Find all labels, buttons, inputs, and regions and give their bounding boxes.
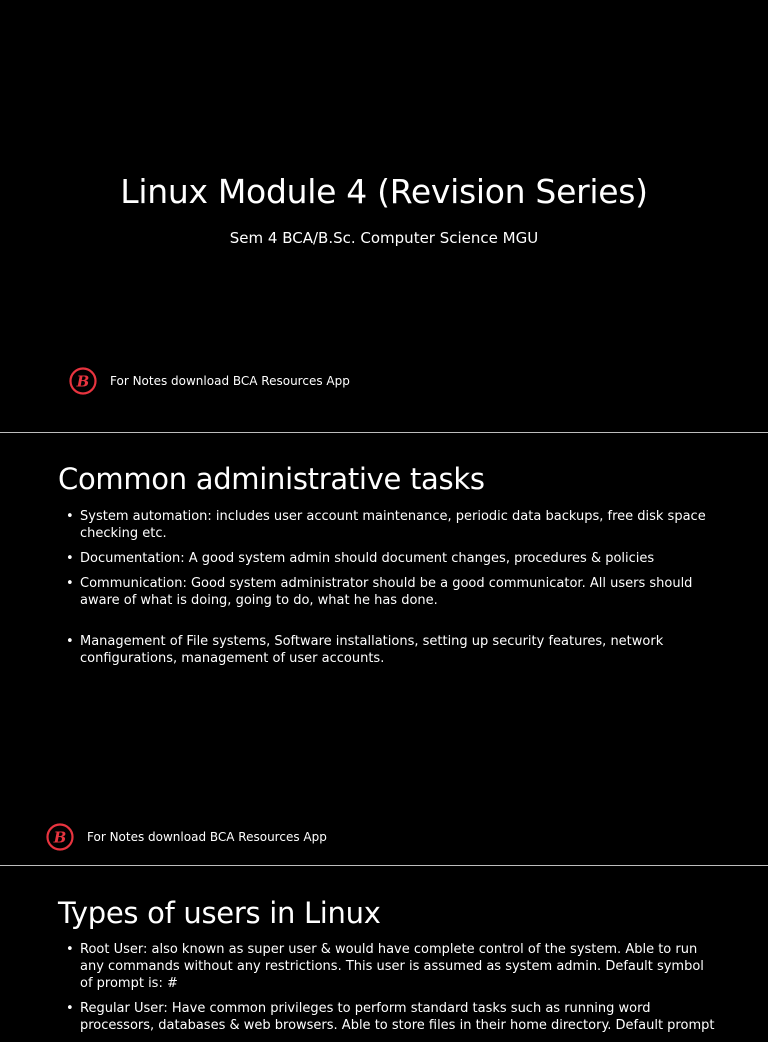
svg-text:B: B [53, 828, 67, 847]
bca-logo-icon [68, 366, 98, 396]
list-item: • Root User: also known as super user & would have complete control of the system. Able to run any commands without any restrictions. This user is assumed as system admin. Default symbol of prompt is: # [66, 941, 716, 992]
presentation-title: Linux Module 4 (Revision Series) [120, 172, 648, 211]
slide-2-admin-tasks [0, 433, 768, 865]
bullet-list [66, 941, 716, 1042]
bullet-list [66, 508, 716, 675]
svg-text:B: B [76, 372, 90, 391]
bca-logo-icon [45, 822, 75, 852]
slide-footer [45, 822, 327, 852]
footer-text: For Notes download BCA Resources App [110, 374, 350, 388]
slide-heading: Types of users in Linux [58, 896, 381, 930]
footer-text: For Notes download BCA Resources App [87, 830, 327, 844]
presentation-subtitle: Sem 4 BCA/B.Sc. Computer Science MGU [229, 229, 539, 247]
slide-footer [68, 366, 350, 396]
list-item: • System automation: includes user account maintenance, periodic data backups, free disk space checking etc. [66, 508, 716, 542]
list-item: • Communication: Good system administrator should be a good communicator. All users should aware of what is doing, going to do, what he has done. [66, 575, 716, 609]
slide-3-user-types [0, 866, 768, 1033]
slide-1-title [0, 0, 768, 432]
slide-heading: Common administrative tasks [58, 462, 485, 496]
list-item: • Documentation: A good system admin should document changes, procedures & policies [66, 550, 716, 567]
list-item: • Regular User: Have common privileges to perform standard tasks such as running word processors, databases & web browsers. Able to store files in their home directory. Default prompt [66, 1000, 716, 1034]
list-item: • Management of File systems, Software installations, setting up security features, network configurations, management of user accounts. [66, 633, 716, 667]
